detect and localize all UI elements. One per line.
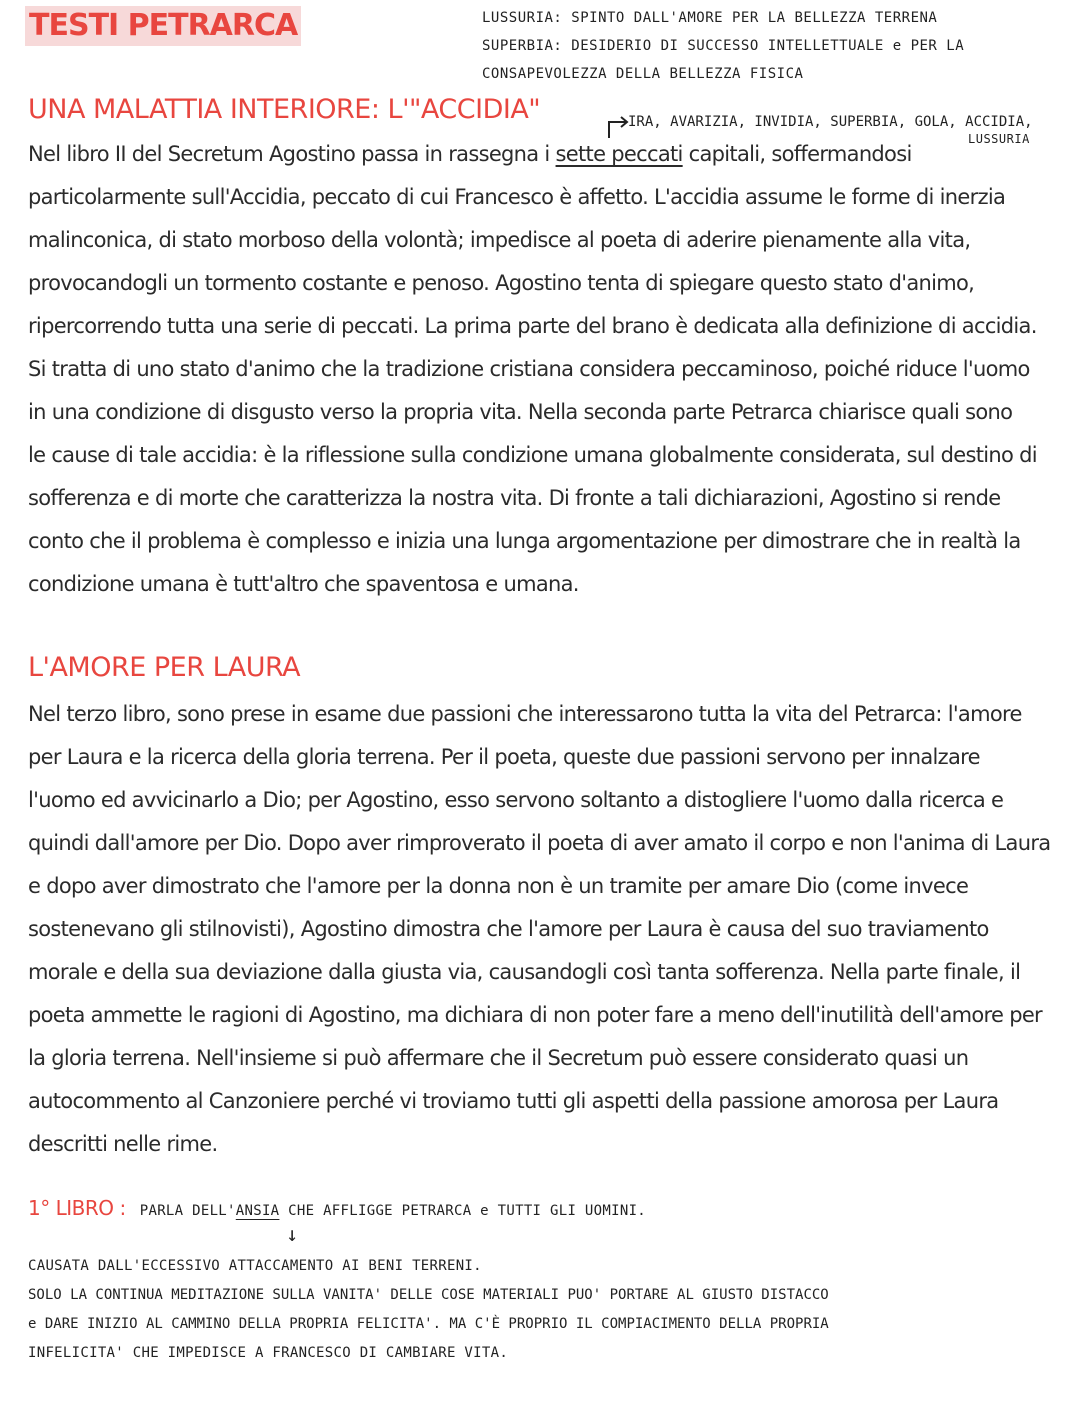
paragraph-line: particolarmente sull'Accidia, peccato di cui Francesco è affetto. L'accidia assume le forme di inerzia [28, 185, 1006, 209]
paragraph-line: in una condizione di disgusto verso la propria vita. Nella seconda parte Petrarca chiarisce quali sono [28, 400, 1013, 424]
paragraph-line: morale e della sua deviazione dalla giusta via, causandogli così tanta sofferenza. Nella parte finale, il [28, 960, 1021, 984]
paragraph-line: per Laura e la ricerca della gloria terrena. Per il poeta, queste due passioni servono per innalzare [28, 745, 980, 769]
paragraph-line: Nel terzo libro, sono prese in esame due passioni che interessarono tutta la vita del Petrarca: l'amore [28, 702, 1022, 726]
note-line: INFELICITA' CHE IMPEDISCE A FRANCESCO DI CAMBIARE VITA. [28, 1345, 509, 1361]
underlined-text: sette peccati [555, 142, 683, 166]
note-line: SOLO LA CONTINUA MEDITAZIONE SULLA VANITA' DELLE COSE MATERIALI PUO' PORTARE AL GIUSTO DISTACCO [28, 1287, 829, 1303]
paragraph-line: l'uomo ed avvicinarlo a Dio; per Agostino, esso servono soltanto a distogliere l'uomo dalla ricerca e [28, 788, 1004, 812]
paragraph-line: sofferenza e di morte che caratterizza la nostra vita. Di fronte a tali dichiarazioni, Agostino si rende [28, 486, 1001, 510]
paragraph-line: conto che il problema è complesso e inizia una lunga argomentazione per dimostrare che in realtà la [28, 529, 1021, 553]
note-lussuria: LUSSURIA: SPINTO DALL'AMORE PER LA BELLEZZA TERRENA [482, 10, 938, 26]
note-line: e DARE INIZIO AL CAMMINO DELLA PROPRIA FELICITA'. MA C'È PROPRIO IL COMPIACIMENTO DELLA PROPRIA [28, 1316, 829, 1332]
paragraph-line: autocommento al Canzoniere perché vi troviamo tutti gli aspetti della passione amorosa per Laura [28, 1089, 999, 1113]
section-heading-laura: L'AMORE PER LAURA [28, 652, 301, 683]
paragraph-line: poeta ammette le ragioni di Agostino, ma dichiara di non poter fare a meno dell'inutilità dell'amore per [28, 1003, 1042, 1027]
paragraph-line: condizione umana è tutt'altro che spaventosa e umana. [28, 572, 579, 596]
note-superbia: SUPERBIA: DESIDERIO DI SUCCESSO INTELLETTUALE e PER LA [482, 38, 965, 54]
paragraph-line: malinconica, di stato morboso della volontà; impedisce al poeta di aderire pienamente alla vita, [28, 228, 971, 252]
paragraph-line: sostenevano gli stilnovisti), Agostino dimostra che l'amore per Laura è causa del suo traviamento [28, 917, 989, 941]
down-arrow-icon: ↓ [286, 1222, 299, 1246]
book-one-label: 1° LIBRO [28, 1196, 114, 1220]
page-title: TESTI PETRARCA [25, 6, 301, 46]
paragraph-line: descritti nelle rime. [28, 1132, 218, 1156]
paragraph-line: le cause di tale accidia: è la riflessione sulla condizione umana globalmente considerata, sul destino di [28, 443, 1037, 467]
arrow-icon [606, 112, 630, 140]
paragraph-line: quindi dall'amore per Dio. Dopo aver rimproverato il poeta di aver amato il corpo e non l'anima di Laura [28, 831, 1051, 855]
note-sins-list: IRA, AVARIZIA, INVIDIA, SUPERBIA, GOLA, ACCIDIA, [628, 114, 1033, 130]
note-line: CAUSATA DALL'ECCESSIVO ATTACCAMENTO AI BENI TERRENI. [28, 1258, 482, 1274]
paragraph-line: Nel libro II del Secretum Agostino passa in rassegna i sette peccati capitali, soffermandosi [28, 142, 912, 166]
paragraph-line: provocandogli un tormento costante e penoso. Agostino tenta di spiegare questo stato d'animo, [28, 271, 975, 295]
paragraph-line: e dopo aver dimostrato che l'amore per la donna non è un tramite per amare Dio (come invece [28, 874, 969, 898]
paragraph-line: Si tratta di uno stato d'animo che la tradizione cristiana considera peccaminoso, poiché riduce l'uomo [28, 357, 1030, 381]
paragraph-line: la gloria terrena. Nell'insieme si può affermare che il Secretum può essere considerato quasi un [28, 1046, 969, 1070]
section-heading-accidia: UNA MALATTIA INTERIORE: L'"ACCIDIA" [28, 94, 541, 125]
underlined-text: ANSIA [235, 1203, 280, 1219]
paragraph-line: ripercorrendo tutta una serie di peccati. La prima parte del brano è dedicata alla definizione di accidia. [28, 314, 1037, 338]
note-superbia-cont: CONSAPEVOLEZZA DELLA BELLEZZA FISICA [482, 66, 804, 82]
note-sins-list-cont: LUSSURIA [968, 132, 1030, 146]
book-one-note: 1° LIBRO : PARLA DELL'ANSIA CHE AFFLIGGE PETRARCA e TUTTI GLI UOMINI. [28, 1196, 647, 1220]
